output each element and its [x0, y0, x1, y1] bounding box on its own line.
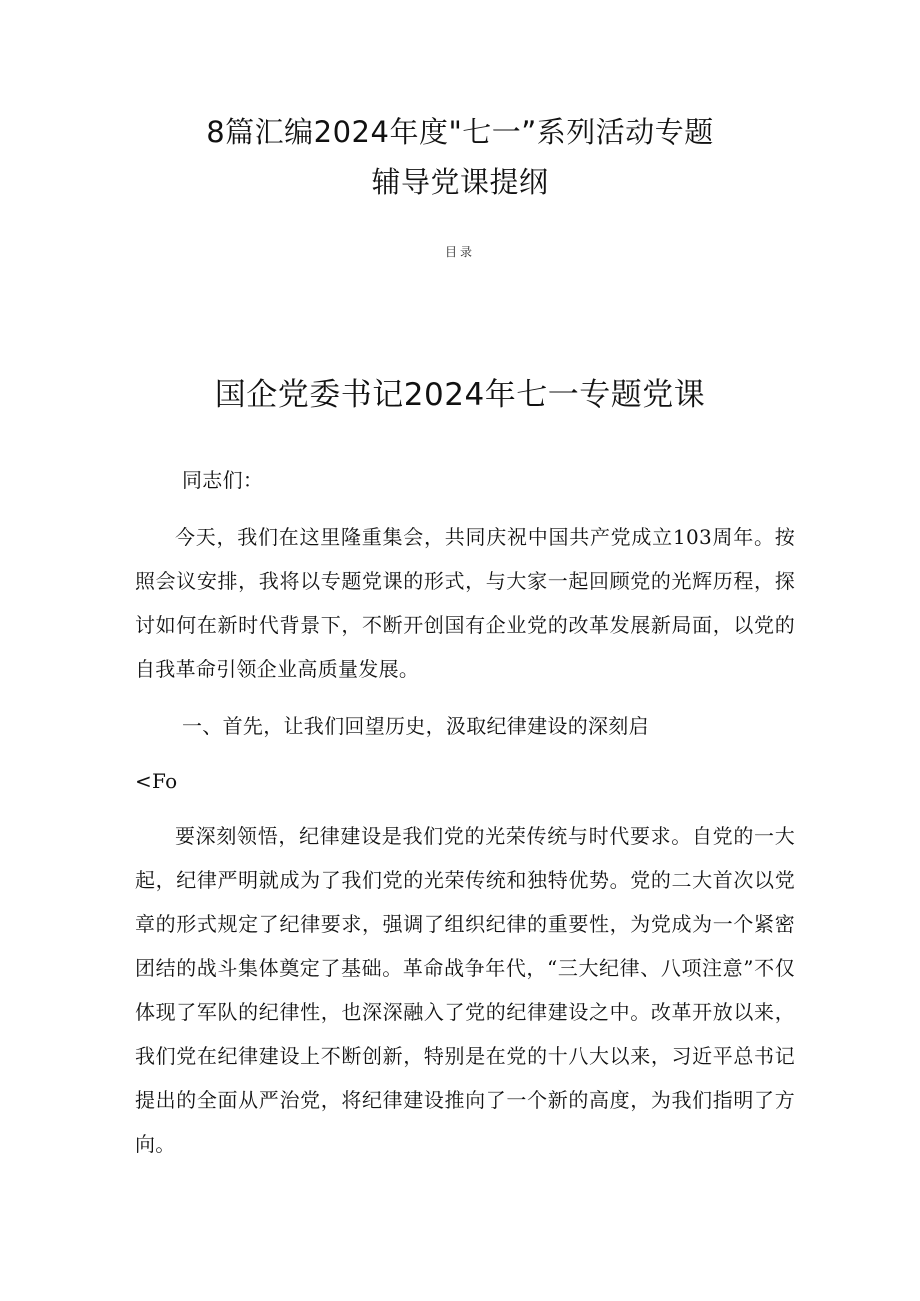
document-title-line-2: 辅导党课提纲: [371, 165, 549, 199]
table-of-contents-label: 目录: [444, 245, 475, 259]
text-fragment: <Fo: [135, 769, 178, 793]
greeting: 同志们：: [182, 468, 264, 492]
paragraph-intro: 今天，我们在这里隆重集会，共同庆祝中国共产党成立103周年。按照会议安排，我将以专题党课的形式，与大家一起回顾党的光辉历程，探讨如何在新时代背景下，不断开创国有企业党的改革发展新局面，以党的自我革命引领企业高质量发展。: [135, 525, 795, 681]
heading-first-point: 一、首先，让我们回望历史，汲取纪律建设的深刻启: [182, 714, 649, 738]
section-title: 国企党委书记2024年七一专题党课: [214, 377, 706, 413]
paragraph-discipline: 要深刻领悟，纪律建设是我们党的光荣传统与时代要求。自党的一大起，纪律严明就成为了我们党的光荣传统和独特优势。党的二大首次以党章的形式规定了纪律要求，强调了组织纪律的重要性，为党成为一个紧密团结的战斗集体奠定了基础。革命战争年代，“三大纪律、八项注意”不仅体现了军队的纪律性，也深深融入了党的纪律建设之中。改革开放以来，我们党在纪律建设上不断创新，特别是在党的十八大以来，习近平总书记提出的全面从严治党，将纪律建设推向了一个新的高度，为我们指明了方向。: [135, 824, 795, 1156]
document-title-line-1: 8篇汇编2024年度"七一”系列活动专题: [206, 115, 714, 149]
